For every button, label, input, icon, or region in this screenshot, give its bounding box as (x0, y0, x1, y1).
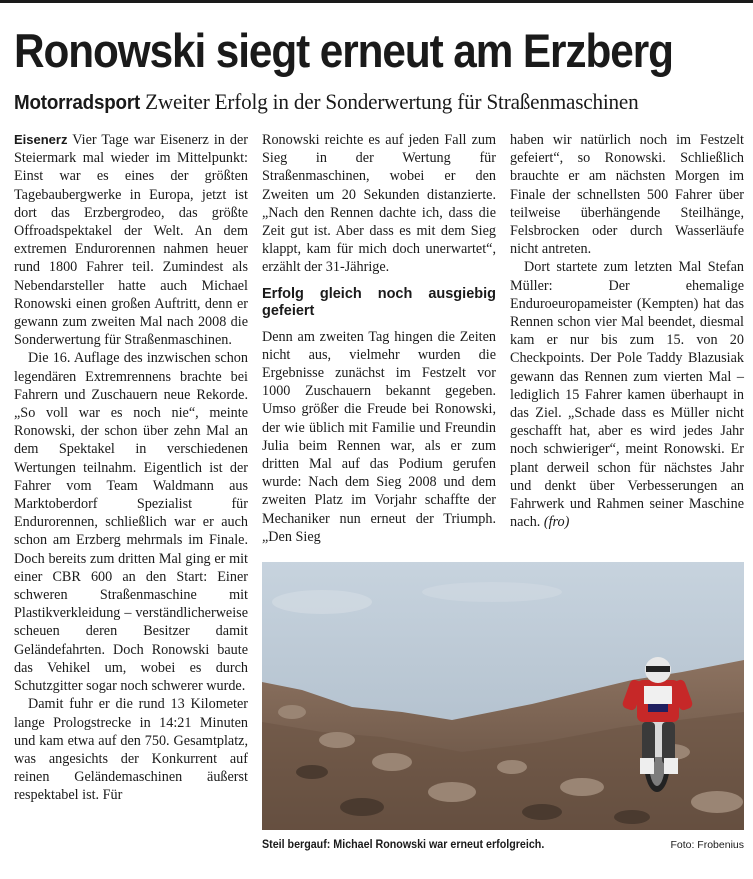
paragraph: Ronowski reichte es auf jeden Fall zum Sieg in der Wertung für Straßenmaschinen, wobei er den Zweiten um 20 Sekunden distanzierte. „Nach den Rennen dachte ich, dass die Zeit gut ist. Aber dass es mit dem Sieg klappt, kam für mich doch unerwartet“, erzählt der 31-Jährige. (262, 132, 496, 276)
location-dateline: Eisenerz (14, 132, 68, 147)
kicker: Motorradsport (14, 92, 141, 114)
paragraph (510, 258, 744, 531)
paragraph-text: Vier Tage war Eisenerz in der Steiermark mal wieder im Mittelpunkt: Einst war es eines der größten Tagebaubergwerke in Europa, jetzt ist dort das Erzbergrodeo, das größte Offroadspektakel der Welt. An dem extremen Endurorennen nahmen heuer rund 1800 Fahrer teil. Zumindest als Nebendarsteller hatte auch Michael Ronowski einen großen Auftritt, denn er gewann zum zweiten Mal nach 2008 die Sonderwertung für Straßenmaschinen. (14, 132, 248, 349)
author-byline: (fro) (543, 514, 570, 531)
paragraph: haben wir natürlich noch im Festzelt gefeiert“, so Ronowski. Schließlich brauchte er am nächsten Morgen im Finale der schnellsten 500 Fahrer über teilweise überhängende Steilhänge, Felsbrocken oder durch Wasserläufe nicht antreten. (510, 132, 744, 258)
paragraph: Damit fuhr er die rund 13 Kilometer lange Prologstrecke in 14:21 Minuten und kam etwa auf den 750. Gesamtplatz, was angesichts der Konkurrent auf reinen Geländemaschinen äußerst respektabel ist. Für (14, 696, 248, 804)
photo-credit: Foto: Frobenius (670, 839, 744, 851)
subheadline-line (14, 88, 728, 117)
top-rule (0, 0, 753, 3)
paragraph-text: Dort startete zum letzten Mal Stefan Müller: Der ehemalige Enduroeuropameister (Kempten) hat das Rennen schon vier Mal beendet, diesmal kam er nur bis zum 15. von 20 Checkpoints. Der Pole Taddy Blazusiak gewann das Rennen zum vierten Mal – lediglich 15 Fahrer kamen überhaupt in das Ziel. „Schade dass es Müller nicht geschafft hat, aber es wird jedes Jahr noch schwieriger“, meint Ronowski. Er plant derweil schon für nächstes Jahr und denkt über Verbesserungen an Fahrwerk und Rahmen seiner Maschine nach. (510, 259, 744, 531)
headline: Ronowski siegt erneut am Erzberg (14, 24, 673, 77)
section-subhead: Erfolg gleich noch ausgiebig gefeiert (262, 285, 496, 319)
photo-caption: Steil bergauf: Michael Ronowski war erneut erfolgreich. (262, 839, 545, 851)
paragraph: Denn am zweiten Tag hingen die Zeiten nicht aus, vielmehr wurden die Ergebnisse zunächst im Festzelt vor 1000 Zuschauern bekannt gegeben. Umso größer die Freude bei Ronowski, der wie üblich mit Familie und Freundin Julia beim Rennen war, als er zum dritten Mal auf das Podium gerufen wurde: Nach dem Sieg 2008 und dem zweiten Platz im Vorjahr schaffte der Mechaniker nun erneut der Triumph. „Den Sieg (262, 328, 496, 545)
column-3 (510, 131, 744, 531)
article-photo (262, 562, 744, 830)
photo-caption-row (262, 836, 744, 854)
paragraph (14, 131, 248, 349)
subheadline: Zweiter Erfolg in der Sonderwertung für Straßenmaschinen (145, 89, 639, 114)
paragraph: Die 16. Auflage des inzwischen schon legendären Extremrennens brachte bei Fahrern und Zuschauern neue Rekorde. „So voll war es noch nie“, meinte Ronowski, der schon über zehn Mal an dem Spektakel in verschiedenen Wertungen teilnahm. Eigentlich ist der Fahrer vom Team Waldmann aus Marktoberdorf Spezialist für Endurorennen, schließlich war er auch schon am Erzberg mehrmals im Finale. Doch bereits zum dritten Mal ging er mit einer CBR 600 an den Start: Einer schweren Straßenmaschine mit Plastikverkleidung – verständlicherweise scheuen deren Besitzer damit Geländefahrten. Doch Ronowski baute das Vehikel um, wobei es durch Schutzgitter sogar noch schwerer wurde. (14, 350, 248, 695)
column-2 (262, 131, 496, 546)
motocross-photo-image (262, 562, 744, 830)
column-1 (14, 131, 248, 805)
